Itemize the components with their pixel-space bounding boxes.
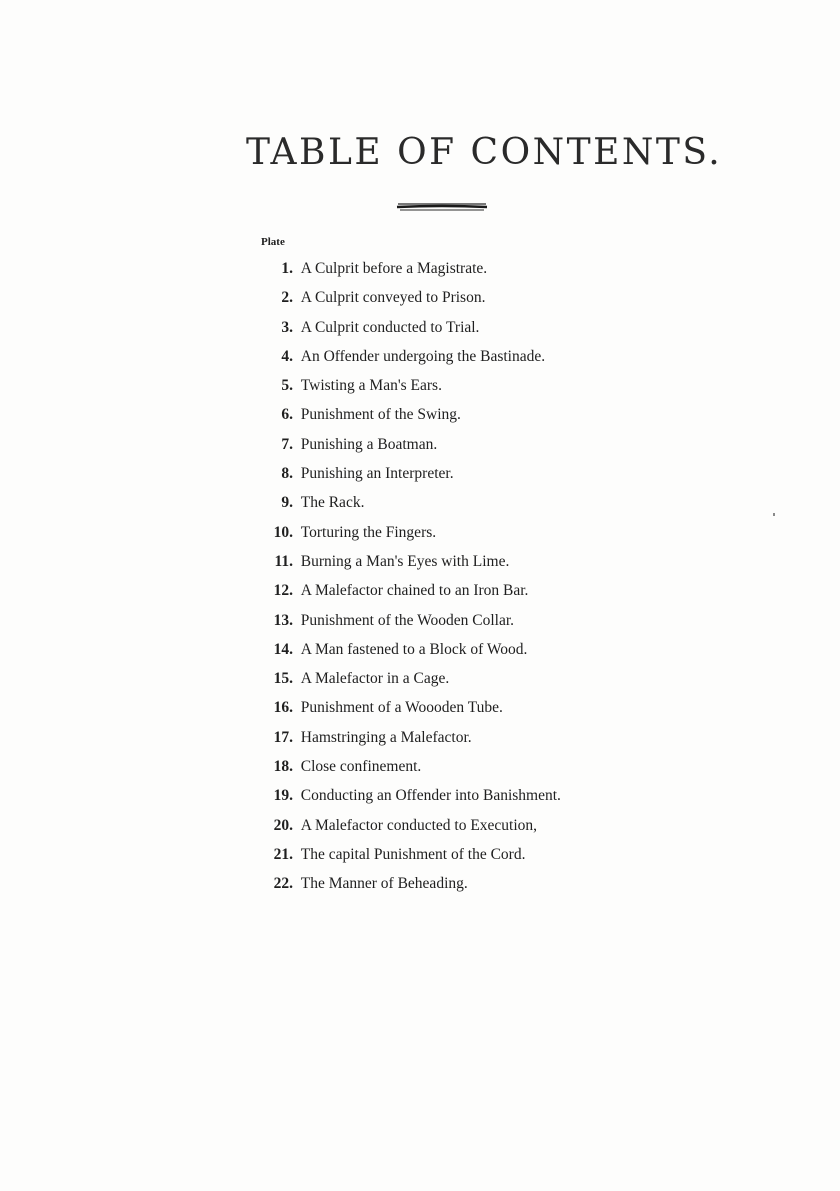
contents-entry — [258, 840, 658, 869]
plate-number: 16. — [273, 699, 293, 717]
plate-title: A Man fastened to a Block of Wood. — [300, 640, 528, 658]
contents-entry — [258, 635, 658, 664]
plate-title: The capital Punishment of the Cord. — [300, 845, 526, 863]
plate-title: The Manner of Beheading. — [300, 875, 468, 893]
contents-entry — [258, 488, 658, 517]
contents-entry — [258, 693, 658, 722]
plate-title: Torturing the Fingers. — [300, 523, 437, 541]
contents-entry — [258, 371, 658, 400]
plate-title: A Malefactor in a Cage. — [300, 670, 450, 688]
contents-entry — [258, 869, 658, 898]
plate-number: 3. — [281, 318, 293, 336]
paper-speck — [773, 513, 775, 516]
page-title: TABLE OF CONTENTS. — [246, 132, 723, 173]
plate-title: Close confinement. — [300, 758, 422, 776]
plate-number: 1. — [281, 260, 293, 277]
plate-title: Punishment of a Woooden Tube. — [300, 699, 503, 717]
contents-entry — [258, 723, 658, 752]
plate-title: Punishing an Interpreter. — [300, 465, 454, 483]
plate-number: 17. — [273, 728, 293, 746]
plate-title: Conducting an Offender into Banishment. — [300, 787, 561, 805]
contents-entry — [258, 811, 658, 840]
contents-entry — [258, 283, 658, 312]
plate-title: A Culprit conducted to Trial. — [300, 318, 480, 336]
plate-number: 20. — [273, 816, 293, 834]
contents-entry — [258, 342, 658, 371]
plate-number: 19. — [273, 787, 293, 805]
plate-title: A Culprit before a Magistrate. — [300, 260, 488, 277]
contents-entry — [258, 254, 658, 283]
plate-number: 21. — [273, 845, 293, 863]
contents-entry — [258, 576, 658, 605]
plate-title: Twisting a Man's Ears. — [300, 377, 442, 395]
contents-entry — [258, 606, 658, 635]
plate-number: 10. — [273, 523, 293, 541]
plate-number: 18. — [273, 758, 293, 776]
contents-entry — [258, 459, 658, 488]
contents-entry — [258, 547, 658, 576]
plate-column-label: Plate — [261, 236, 285, 248]
plate-title: Burning a Man's Eyes with Lime. — [300, 552, 510, 570]
plate-number: 9. — [281, 494, 293, 512]
plate-number: 2. — [281, 289, 293, 307]
plate-title: A Malefactor chained to an Iron Bar. — [300, 582, 529, 600]
plate-number: 8. — [281, 465, 293, 483]
plate-number: 7. — [281, 435, 293, 453]
plate-number: 4. — [281, 347, 293, 365]
plate-number: 22. — [273, 875, 293, 893]
plate-number: 14. — [273, 640, 293, 658]
plate-title: A Culprit conveyed to Prison. — [300, 289, 486, 307]
plate-title: A Malefactor conducted to Execution, — [300, 816, 538, 834]
contents-entry — [258, 664, 658, 693]
title-rule-ornament — [396, 200, 488, 212]
plate-number: 13. — [273, 611, 293, 629]
plate-title: Punishment of the Swing. — [300, 406, 461, 424]
plate-number: 6. — [281, 406, 293, 424]
plate-number: 11. — [274, 552, 293, 570]
plate-title: An Offender undergoing the Bastinade. — [300, 347, 546, 365]
plate-title: Hamstringing a Malefactor. — [300, 728, 472, 746]
contents-entry — [258, 752, 658, 781]
contents-entry — [258, 781, 658, 810]
contents-entry — [258, 430, 658, 459]
contents-list — [258, 254, 658, 899]
plate-number: 15. — [273, 670, 293, 688]
plate-number: 12. — [273, 582, 293, 600]
plate-number: 5. — [281, 377, 293, 395]
plate-title: Punishing a Boatman. — [300, 435, 438, 453]
contents-entry — [258, 313, 658, 342]
plate-title: The Rack. — [300, 494, 365, 512]
contents-entry — [258, 518, 658, 547]
plate-title: Punishment of the Wooden Collar. — [300, 611, 515, 629]
contents-entry — [258, 400, 658, 429]
